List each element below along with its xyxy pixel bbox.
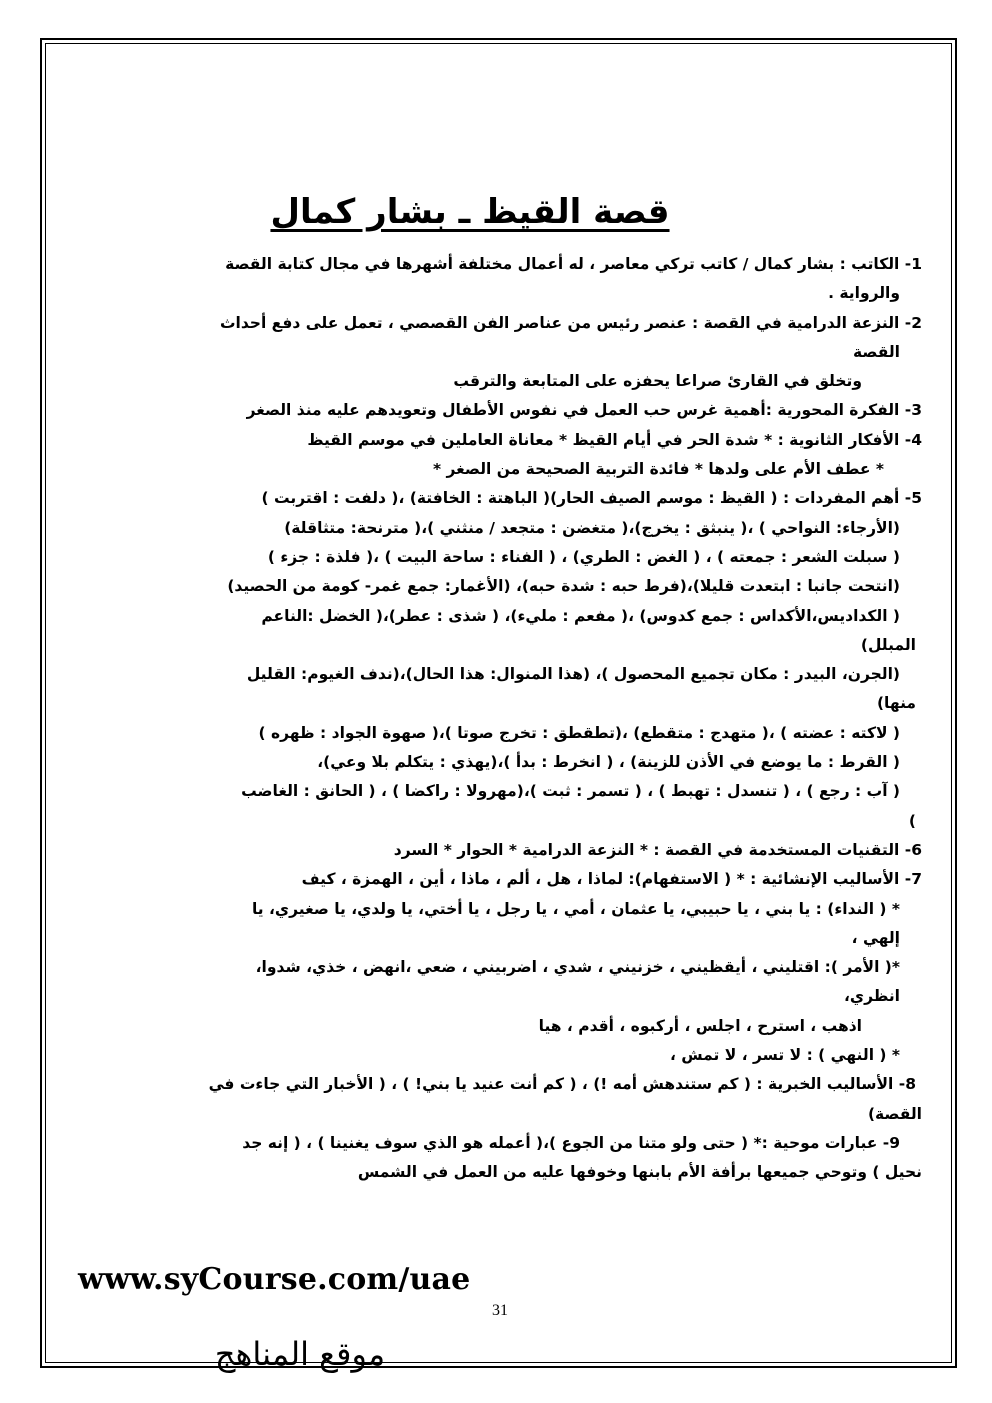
content-line: اذهب ، استرح ، اجلس ، أركبوه ، أقدم ، هيا: [538, 1016, 862, 1035]
lesson-content: [82, 250, 922, 1188]
content-line: ( آب : رجع ) ، ( تنسدل : تهبط ) ، ( تسمر : ثبت )،(مهرولا : راكضا ) ، ( الحانق : الغاضب: [241, 782, 900, 801]
content-line: ( الكداديس،الأكداس : جمع كدوس) ،( مفعم : مليء)، ( شذى : عطر)،( الخضل :الناعم: [261, 606, 900, 625]
content-line: (الجرن، البيدر : مكان تجميع المحصول )، (هذا المنوال: هذا الحال)،(ندف الغيوم: القليل: [246, 665, 900, 684]
content-line: *( الأمر ): اقتليني ، أيقظيني ، خزنيني ، شدي ، اضربيني ، ضعي ،انهض ، خذي، شدوا،: [255, 958, 900, 977]
page-number: 31: [492, 1302, 508, 1319]
content-line: منها): [876, 694, 916, 713]
content-line: إلهي ،: [851, 928, 900, 947]
content-line: 2- النزعة الدرامية في القصة : عنصر رئيس من عناصر الفن القصصي ، تعمل على دفع أحداث: [219, 313, 922, 332]
content-line: نحيل ) وتوحي جميعها برأفة الأم بابنها وخوفها عليه من العمل في الشمس: [357, 1163, 922, 1182]
content-line: 6- التقنيات المستخدمة في القصة : * النزعة الدرامية * الحوار * السرد: [393, 840, 922, 859]
content-line: (الأرجاء: النواحي ) ،( ينبثق : يخرج)،( متغضن : متجعد / منثني )،( مترنحة: متثاقلة): [284, 518, 900, 537]
website-link[interactable]: www.syCourse.com/uae: [78, 1262, 471, 1297]
content-line: 9- عبارات موحية :* ( حتى ولو متنا من الجوع )،( أعمله هو الذي سوف يغنينا ) ، ( إنه جد: [242, 1133, 900, 1152]
content-line: * ( النداء) : يا بني ، يا حبيبي، يا عثمان ، أمي ، يا رجل ، يا أختي، يا ولدي، يا صغيري، يا: [251, 899, 900, 918]
content-line: ): [908, 811, 916, 830]
site-stamp: موقع المناهج: [214, 1335, 386, 1373]
content-line: * ( النهي ) : لا تسر ، لا تمش ،: [669, 1046, 900, 1065]
content-line: ( لاكته : عضته ) ،( متهدج : متقطع) ،(تطقطق : تخرج صوتا )،( صهوة الجواد : ظهره ): [258, 723, 900, 742]
content-line: القصة: [853, 342, 900, 361]
content-line: والرواية .: [828, 284, 900, 303]
content-line: 3- الفكرة المحورية :أهمية غرس حب العمل في نفوس الأطفال وتعويدهم عليه منذ الصغر: [246, 401, 922, 420]
content-line: انظري،: [844, 987, 900, 1006]
content-line: 1- الكاتب : بشار كمال / كاتب تركي معاصر ، له أعمال مختلفة أشهرها في مجال كتابة القصة: [225, 255, 922, 273]
content-line: ( سبلت الشعر : جمعته ) ، ( الغض : الطري) ، ( الفناء : ساحة البيت ) ،( فلذة : جزء ): [267, 547, 900, 566]
content-line: 4- الأفكار الثانوية : * شدة الحر في أيام القيظ * معاناة العاملين في موسم القيظ: [307, 430, 922, 449]
page-title: قصة القيظ ـ بشار كمال: [270, 192, 670, 232]
content-line: المبلل): [860, 635, 916, 654]
content-line: 7- الأساليب الإنشائية : * ( الاستفهام): لماذا ، هل ، ألم ، ماذا ، أين ، الهمزة ، كيف: [301, 870, 922, 889]
content-line: * عطف الأم على ولدها * فائدة التربية الصحيحة من الصغر *: [433, 460, 884, 479]
content-line: وتخلق في القارئ صراعا يحفزه على المتابعة والترقب: [453, 372, 862, 391]
content-line: 8- الأساليب الخبرية : ( كم ستندهش أمه !) ، ( كم أنت عنيد يا بني! ) ، ( الأخبار التي جاءت في: [208, 1075, 916, 1094]
content-line: (انتحت جانبا : ابتعدت قليلا)،(فرط حبه : شدة حبه)، (الأغمار: جمع غمر- كومة من الحصيد): [227, 577, 900, 596]
content-line: 5- أهم المفردات : ( القيظ : موسم الصيف الحار)( الباهتة : الخافتة) ،( دلفت : اقتربت ): [261, 489, 922, 508]
content-line: القصة): [867, 1104, 922, 1123]
content-line: ( القرط : ما يوضع في الأذن للزينة) ، ( انخرط : بدأ )،(يهذي : يتكلم بلا وعي)،: [317, 753, 900, 772]
